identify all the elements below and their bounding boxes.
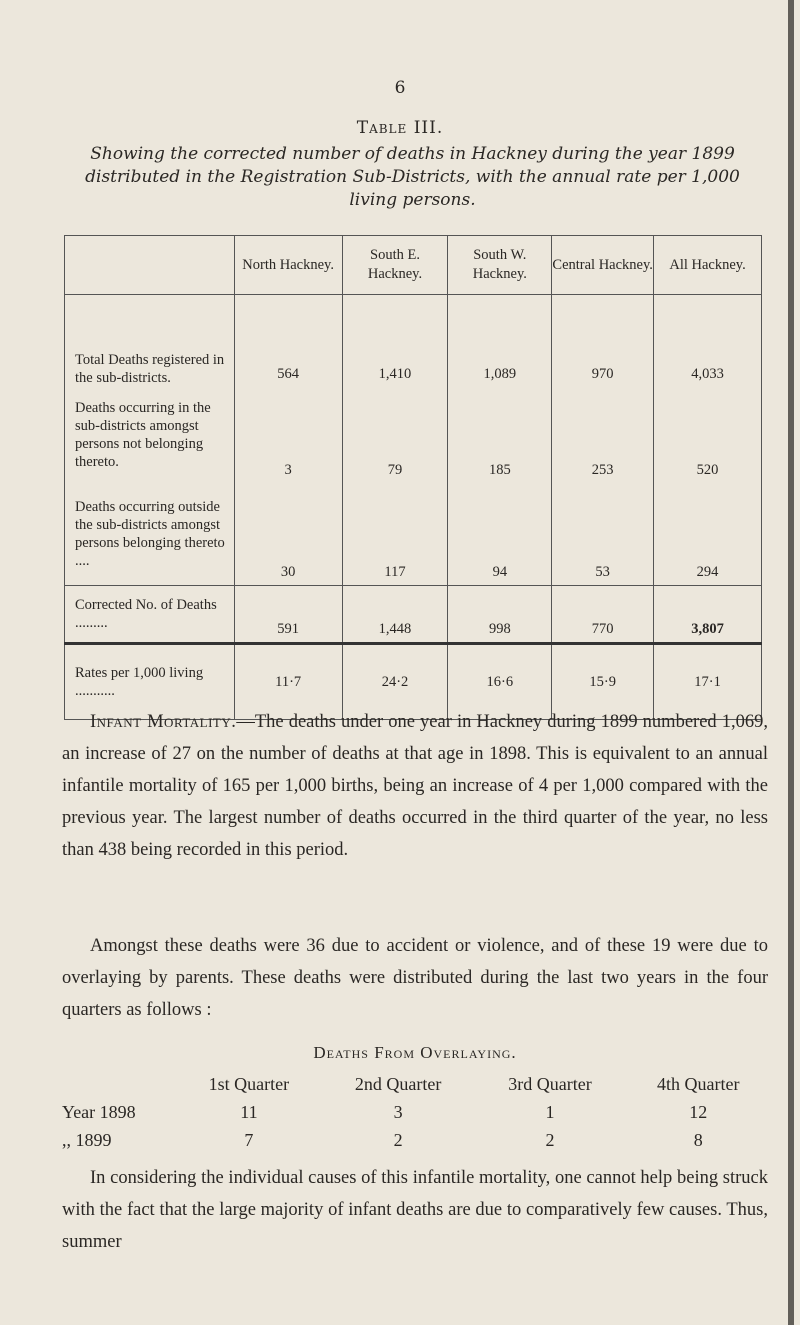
- page-number: 6: [394, 78, 406, 98]
- cell-value: 1,089: [448, 295, 552, 388]
- row-label: Deaths occurring outside the sub-districts amongst persons belonging thereto ....: [65, 483, 235, 586]
- section-heading: Infant Mortality.: [90, 712, 237, 732]
- row-label: Rates per 1,000 living ...........: [65, 644, 235, 720]
- cell-value: 1,410: [342, 295, 448, 388]
- column-header: All Hackney.: [654, 236, 762, 295]
- cell-value: 3,807: [654, 586, 762, 644]
- cell-value: 591: [234, 586, 342, 644]
- table-row: [65, 295, 762, 388]
- table-row: [62, 1126, 772, 1154]
- cell-value: 11·7: [234, 644, 342, 720]
- cell-value: 1: [545, 1101, 555, 1122]
- row-label: Year 1898: [62, 1101, 136, 1122]
- overlaying-title: Deaths From Overlaying.: [313, 1043, 517, 1062]
- table-row: [65, 483, 762, 586]
- causes-paragraph: [62, 1162, 768, 1258]
- table-row: [65, 387, 762, 483]
- cell-value: 117: [342, 483, 448, 586]
- overlaying-paragraph: [62, 930, 768, 1026]
- cell-value: 24·2: [342, 644, 448, 720]
- cell-value: 3: [393, 1101, 403, 1122]
- cell-value: 30: [234, 483, 342, 586]
- cell-value: 53: [552, 483, 654, 586]
- cell-value: 94: [448, 483, 552, 586]
- paragraph-text: In considering the individual causes of this infantile mortality, one cannot help being struck with the fact that the large majority of infant deaths are due to comparatively few causes. Thus, summer: [62, 1168, 768, 1252]
- infant-mortality-paragraph: [62, 706, 768, 866]
- paragraph-text: Amongst these deaths were 36 due to accident or violence, and of these 19 were due to overlaying by parents. These deaths were distributed during the last two years in the four quarters as follows :: [62, 936, 768, 1020]
- cell-value: 770: [552, 586, 654, 644]
- table-row: [65, 586, 762, 644]
- cell-value: 520: [654, 387, 762, 483]
- cell-value: 2: [393, 1129, 403, 1150]
- header-blank: [65, 236, 235, 295]
- cell-value: 4,033: [654, 295, 762, 388]
- column-header: 3rd Quarter: [508, 1073, 592, 1094]
- cell-value: 1,448: [342, 586, 448, 644]
- cell-value: 253: [552, 387, 654, 483]
- cell-value: 185: [448, 387, 552, 483]
- column-header: 4th Quarter: [657, 1073, 740, 1094]
- column-header: North Hackney.: [234, 236, 342, 295]
- row-label: Deaths occurring in the sub-districts amongst persons not belonging thereto.: [65, 387, 235, 483]
- cell-value: 294: [654, 483, 762, 586]
- deaths-table: [64, 235, 762, 720]
- cell-value: 79: [342, 387, 448, 483]
- column-header: 1st Quarter: [208, 1073, 290, 1094]
- cell-value: 564: [234, 295, 342, 388]
- cell-value: 998: [448, 586, 552, 644]
- overlaying-table: [62, 1070, 772, 1154]
- cell-value: 12: [689, 1101, 708, 1122]
- table-caption: Showing the corrected number of deaths in Hackney during the year 1899 distributed in the Registration Sub-Districts, with the annual rate per 1,000 living persons.: [85, 144, 740, 210]
- column-header: South W. Hackney.: [448, 236, 552, 295]
- cell-value: 15·9: [552, 644, 654, 720]
- cell-value: 16·6: [448, 644, 552, 720]
- cell-value: 8: [693, 1129, 703, 1150]
- cell-value: 970: [552, 295, 654, 388]
- column-header: South E. Hackney.: [342, 236, 448, 295]
- column-header: 2nd Quarter: [354, 1073, 442, 1094]
- row-label: Total Deaths registered in the sub-districts.: [65, 295, 235, 388]
- cell-value: 2: [545, 1129, 555, 1150]
- cell-value: 17·1: [654, 644, 762, 720]
- row-label: Corrected No. of Deaths .........: [65, 586, 235, 644]
- cell-value: 11: [240, 1101, 258, 1122]
- column-header: Central Hackney.: [552, 236, 654, 295]
- cell-value: 3: [234, 387, 342, 483]
- cell-value: 7: [244, 1129, 254, 1150]
- page-edge-shadow: [788, 0, 794, 1325]
- row-label: ,, 1899: [62, 1129, 112, 1150]
- table-title: Table III.: [356, 118, 444, 138]
- table-header-row: [65, 236, 762, 295]
- header-blank: [62, 1070, 177, 1098]
- paragraph-text: —The deaths under one year in Hackney during 1899 numbered 1,069, an increase of 27 on the number of deaths at that age in 1898. This is equivalent to an annual infantile mortality of 165 per 1,000 births, being an increase of 4 per 1,000 compared with the previous year. The largest number of deaths occurred in the third quarter of the year, no less than 438 being recorded in this period.: [62, 712, 768, 860]
- overlaying-header-row: [62, 1070, 772, 1098]
- table-row: [62, 1098, 772, 1126]
